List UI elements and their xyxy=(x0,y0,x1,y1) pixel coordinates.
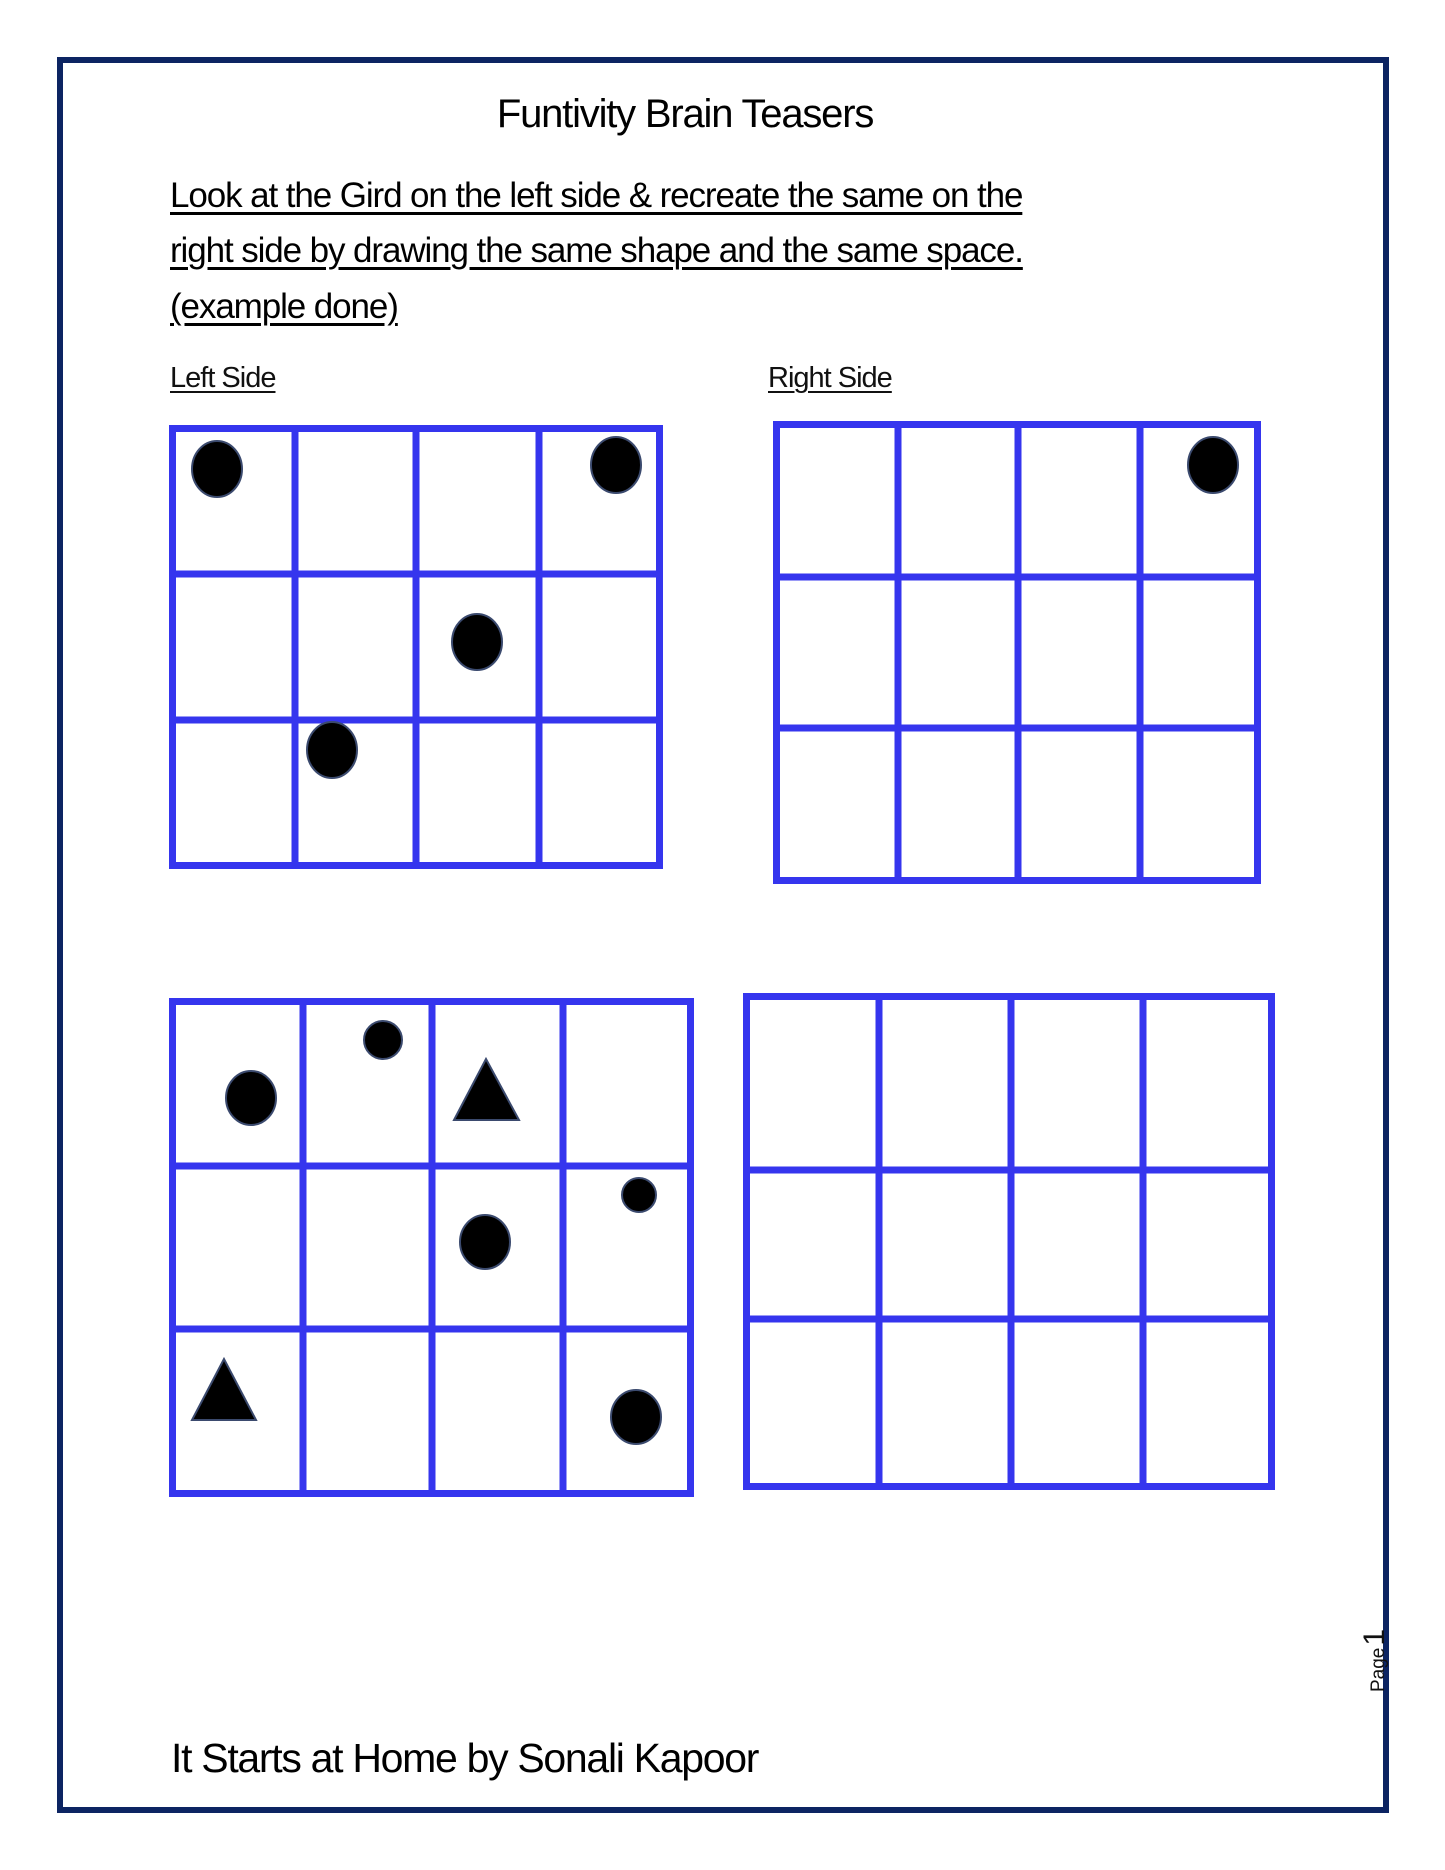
grid-cell-r2-c1[interactable] xyxy=(173,574,296,720)
grid-cell-r1-c3[interactable] xyxy=(1018,425,1140,578)
grid-cell-r2-c1[interactable] xyxy=(173,1166,304,1329)
grid-cell-r2-c2[interactable] xyxy=(898,577,1018,728)
grid-cell-r2-c1[interactable] xyxy=(777,577,899,728)
instruction-line-3: (example done) xyxy=(170,287,398,326)
grid-cell-r2-c4[interactable] xyxy=(563,1166,691,1329)
grid-cell-r3-c4[interactable] xyxy=(1143,1319,1272,1487)
grid-cell-r2-c3[interactable] xyxy=(1011,1170,1143,1319)
grid-cell-r3-c4[interactable] xyxy=(539,720,660,866)
footer-credit: It Starts at Home by Sonali Kapoor xyxy=(171,1735,759,1781)
grid-cell-r3-c2[interactable] xyxy=(303,1329,432,1494)
grid-cell-r2-c3[interactable] xyxy=(1018,577,1140,728)
page-number xyxy=(1352,1616,1392,1696)
grid-cell-r3-c4[interactable] xyxy=(563,1329,691,1494)
grid-cell-r2-c4[interactable] xyxy=(539,574,660,720)
grid-cell-r2-c1[interactable] xyxy=(747,1170,880,1319)
grid-cell-r3-c3[interactable] xyxy=(1011,1319,1143,1487)
grid-cell-r1-c4[interactable] xyxy=(539,429,660,575)
grid-cell-r3-c2[interactable] xyxy=(879,1319,1011,1487)
grid-cell-r3-c1[interactable] xyxy=(173,1329,304,1494)
grid-cell-r1-c1[interactable] xyxy=(173,1002,304,1167)
grid-cell-r2-c4[interactable] xyxy=(1143,1170,1272,1319)
grid-cell-r1-c4[interactable] xyxy=(1143,997,1272,1171)
grid-cell-r2-c3[interactable] xyxy=(432,1166,563,1329)
grid-cell-r3-c3[interactable] xyxy=(416,720,539,866)
instruction-line-2: right side by drawing the same shape and the same space. xyxy=(170,231,1023,270)
grid-cell-r1-c3[interactable] xyxy=(1011,997,1143,1171)
grid-cell-r2-c3[interactable] xyxy=(416,574,539,720)
grid-cell-r1-c2[interactable] xyxy=(879,997,1011,1171)
grid-cell-r3-c2[interactable] xyxy=(295,720,416,866)
grid-cell-r1-c3[interactable] xyxy=(432,1002,563,1167)
grid-cell-r1-c4[interactable] xyxy=(563,1002,691,1167)
grid-cell-r2-c2[interactable] xyxy=(879,1170,1011,1319)
grid-cell-r2-c2[interactable] xyxy=(295,574,416,720)
grid-cell-r3-c1[interactable] xyxy=(173,720,296,866)
grid-cell-r1-c2[interactable] xyxy=(898,425,1018,578)
grid-cell-r3-c2[interactable] xyxy=(898,728,1018,881)
grid-cell-r1-c1[interactable] xyxy=(777,425,899,578)
grid-2-right-example xyxy=(773,421,1261,884)
grid-cell-r1-c1[interactable] xyxy=(173,429,296,575)
left-side-label: Left Side xyxy=(170,362,276,394)
grid-cell-r1-c1[interactable] xyxy=(747,997,880,1171)
instruction-line-1: Look at the Gird on the left side & recreate the same on the xyxy=(170,176,1023,215)
grid-4-right-answer xyxy=(743,993,1275,1490)
page-title: Funtivity Brain Teasers xyxy=(496,92,874,136)
page-label: Page xyxy=(1368,1647,1389,1692)
grid-cell-r3-c3[interactable] xyxy=(432,1329,563,1494)
grid-1-left-example xyxy=(169,425,663,869)
right-side-label: Right Side xyxy=(768,362,892,394)
grid-cell-r1-c2[interactable] xyxy=(303,1002,432,1167)
grid-cell-r1-c4[interactable] xyxy=(1140,425,1258,578)
grid-cell-r2-c2[interactable] xyxy=(303,1166,432,1329)
grid-3-left-puzzle xyxy=(169,998,694,1497)
grid-cell-r3-c1[interactable] xyxy=(747,1319,880,1487)
grid-cell-r3-c3[interactable] xyxy=(1018,728,1140,881)
grid-cell-r1-c2[interactable] xyxy=(295,429,416,575)
grid-cell-r2-c4[interactable] xyxy=(1140,577,1258,728)
grid-cell-r1-c3[interactable] xyxy=(416,429,539,575)
grid-cell-r3-c1[interactable] xyxy=(777,728,899,881)
page-number-value: 1 xyxy=(1358,1628,1391,1646)
grid-cell-r3-c4[interactable] xyxy=(1140,728,1258,881)
